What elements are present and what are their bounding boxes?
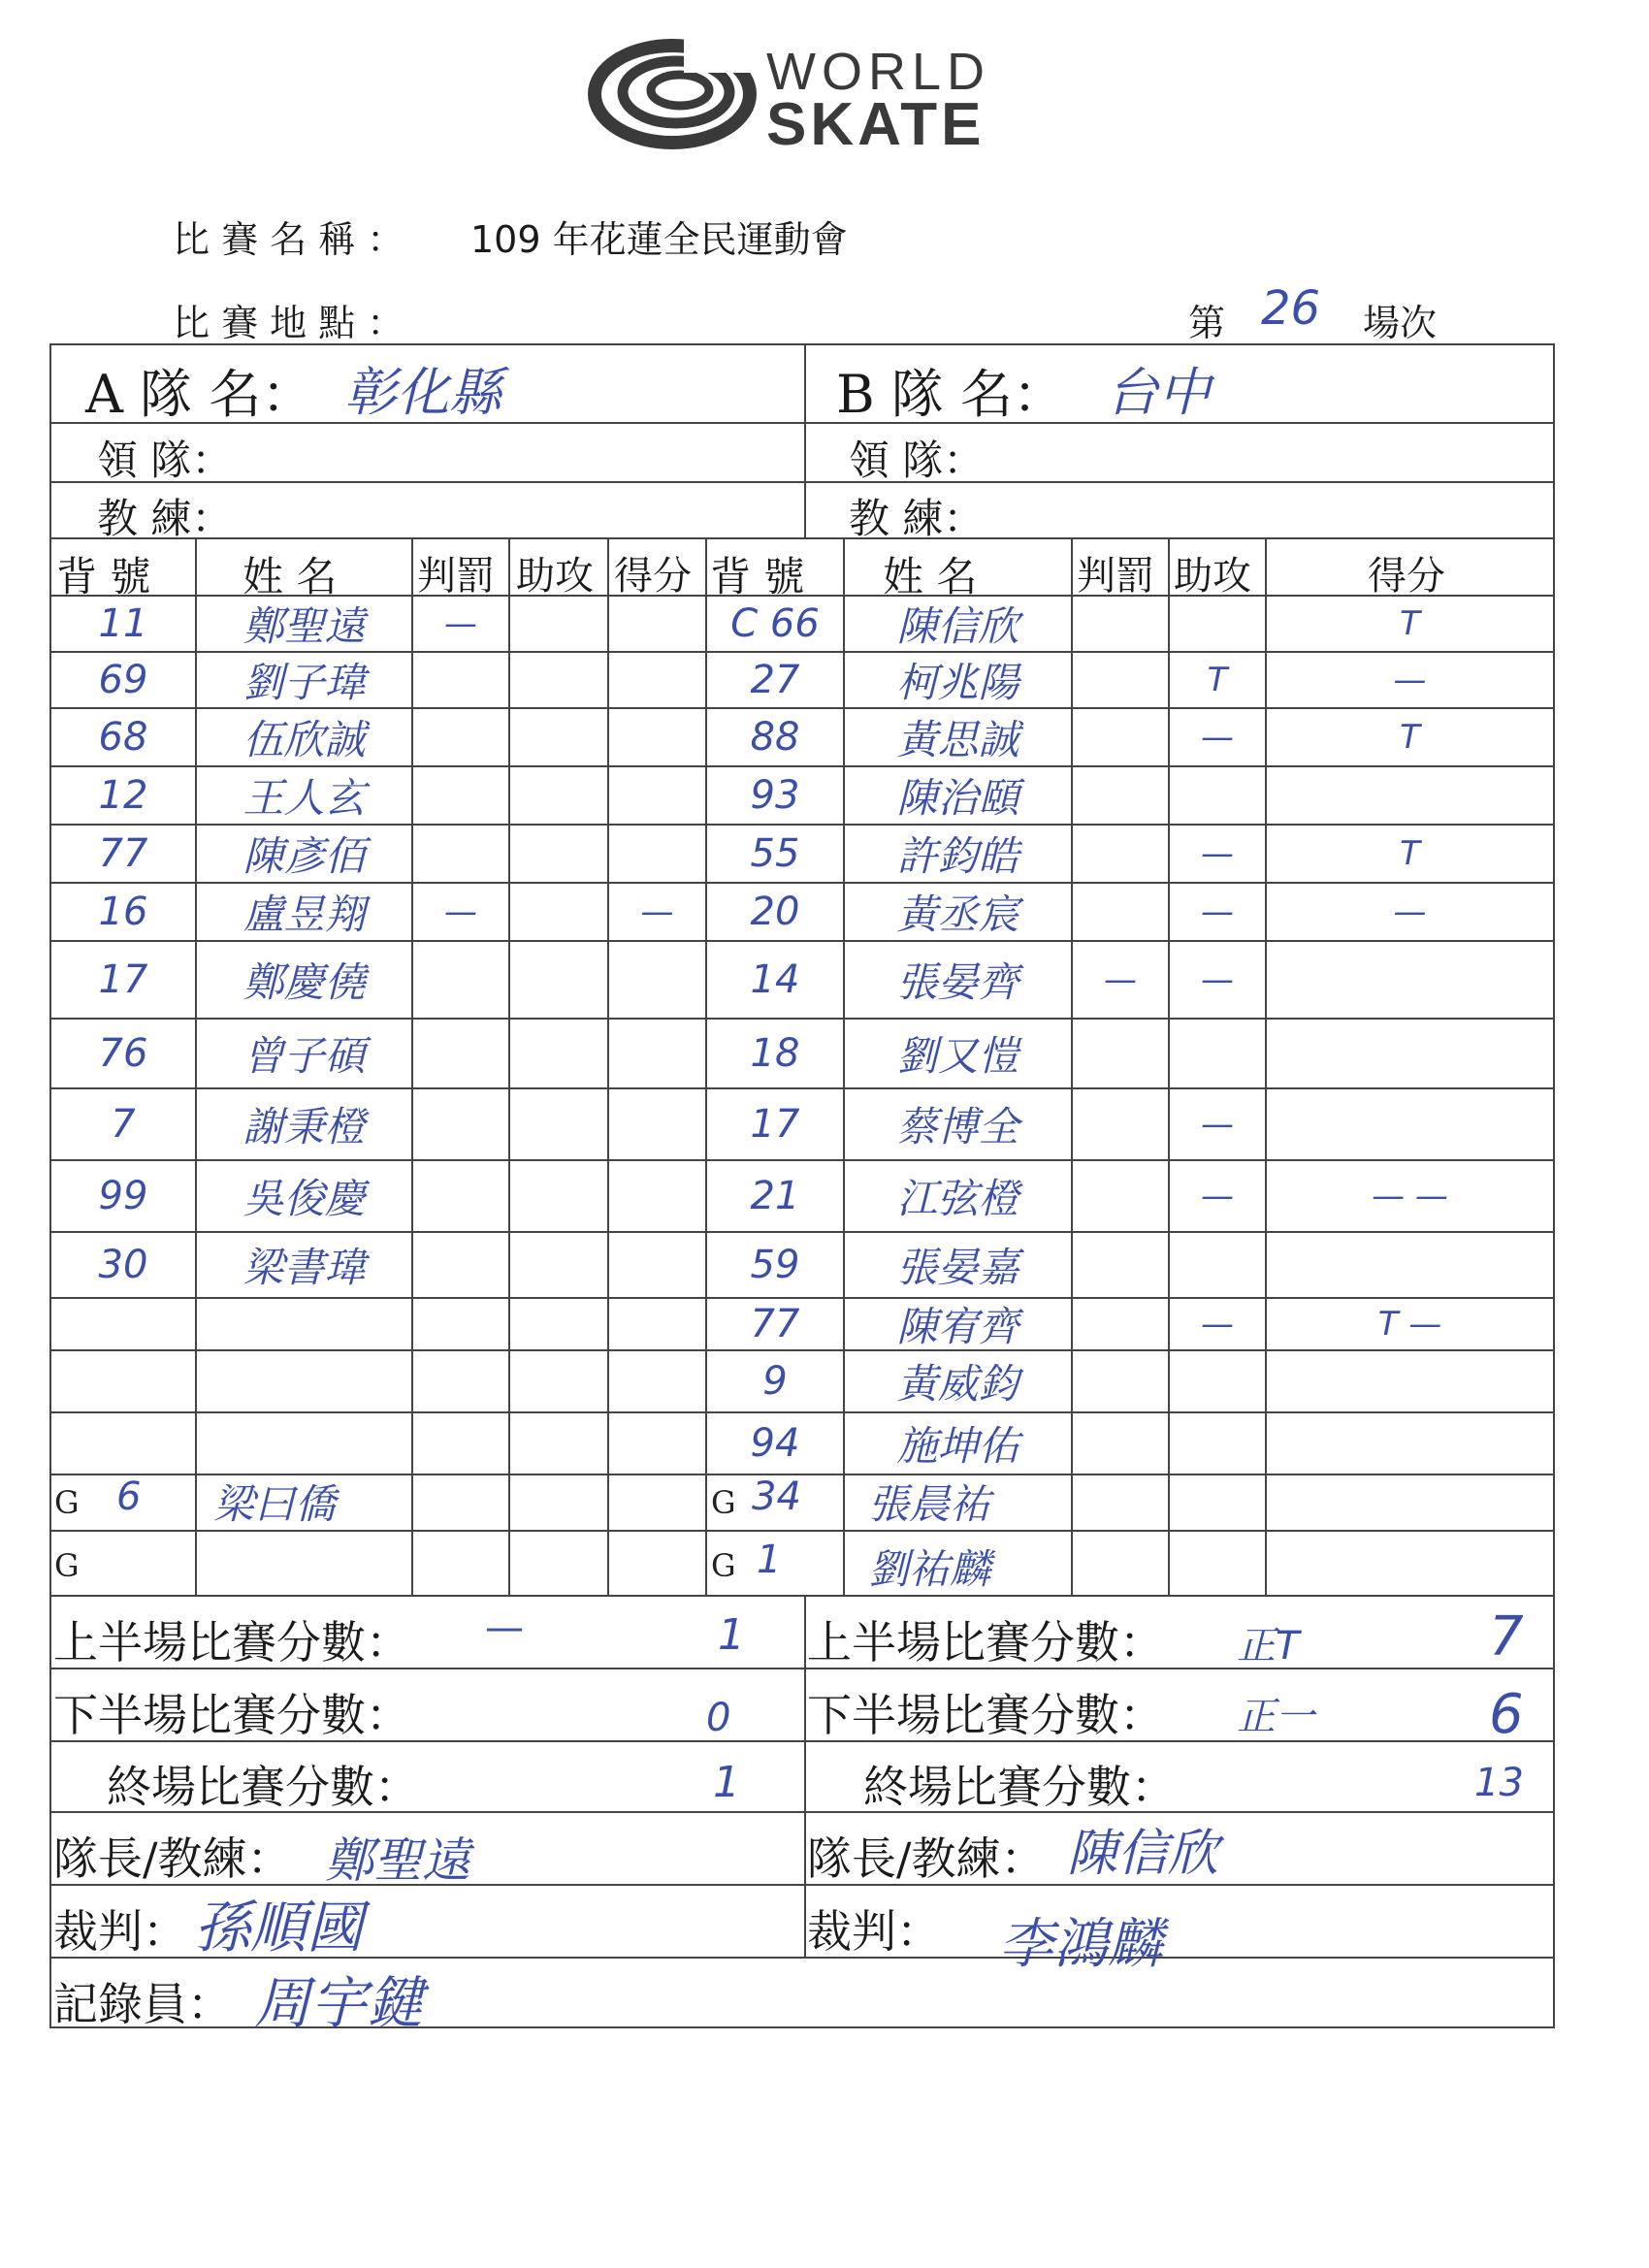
player-name: 伍欣誠 <box>242 716 366 763</box>
team-b-goalie-1-number: 34 <box>752 1474 801 1519</box>
player-assist <box>1169 596 1266 652</box>
player-assist <box>509 1232 608 1298</box>
col-a-penalty: 判罰 <box>417 554 495 599</box>
player-score <box>608 1412 706 1474</box>
player-assist <box>1169 1412 1266 1474</box>
player-penalty <box>1072 652 1169 708</box>
player-penalty: — <box>444 892 477 931</box>
player-name: 黃思誠 <box>896 716 1019 763</box>
player-name: 張晏嘉 <box>896 1244 1019 1291</box>
player-assist <box>509 1019 608 1088</box>
col-a-score: 得分 <box>614 554 692 599</box>
player-number: 20 <box>750 890 800 934</box>
player-penalty <box>1072 1350 1169 1412</box>
team-a-name-label: A 隊 名： <box>85 364 314 425</box>
player-penalty <box>412 1019 509 1088</box>
player-score <box>608 941 706 1019</box>
player-assist: — <box>1201 1305 1234 1344</box>
team-a-goalie-2-prefix: G <box>54 1547 80 1584</box>
player-assist <box>509 883 608 941</box>
player-name: 鄭聖遠 <box>242 602 366 650</box>
player-score <box>1266 1412 1554 1474</box>
player-penalty <box>412 652 509 708</box>
team-a-name: 彰化縣 <box>344 362 501 423</box>
team-b-referee-signature: 李鴻麟 <box>999 1913 1162 1976</box>
player-assist <box>509 1350 608 1412</box>
competition-name: 109 年花蓮全民運動會 <box>470 218 848 261</box>
player-penalty <box>1072 1412 1169 1474</box>
player-name: 劉子瑋 <box>242 659 366 706</box>
team-a-leader-label: 領 隊： <box>97 437 233 484</box>
player-number: 94 <box>750 1421 800 1466</box>
team-b-goalie-2-name: 劉祐麟 <box>868 1545 991 1593</box>
player-score <box>608 1232 706 1298</box>
col-a-number: 背 號 <box>56 553 151 600</box>
team-b-captain-label: 隊長/教練： <box>807 1832 1046 1885</box>
team-a-coach-label: 教 練： <box>97 495 233 542</box>
player-penalty <box>1072 596 1169 652</box>
logo-word-world: WORLD <box>766 43 990 101</box>
player-assist: — <box>1201 718 1234 757</box>
player-score <box>1266 941 1554 1019</box>
player-name: 陳宥齊 <box>896 1303 1019 1350</box>
player-number <box>50 1298 196 1350</box>
player-number: C 66 <box>730 601 820 646</box>
player-assist <box>509 766 608 825</box>
player-name: 黃丞宸 <box>896 891 1019 938</box>
match-number: 26 <box>1261 281 1321 336</box>
competition-label: 比 賽 名 稱 ： <box>173 218 404 261</box>
player-penalty <box>412 825 509 883</box>
team-a-second-half-score: 0 <box>706 1696 731 1740</box>
player-score <box>608 1088 706 1160</box>
player-penalty <box>412 1298 509 1350</box>
player-number: 27 <box>750 658 800 702</box>
team-a-referee-label: 裁判： <box>53 1905 187 1958</box>
team-b-second-half-label: 下半場比賽分數： <box>807 1689 1164 1741</box>
player-score: T — <box>1377 1305 1442 1344</box>
player-name: 陳信欣 <box>896 602 1019 650</box>
player-number: 76 <box>98 1031 148 1076</box>
player-penalty <box>412 941 509 1019</box>
player-name: 柯兆陽 <box>896 659 1019 706</box>
player-number: 88 <box>750 715 800 760</box>
player-number: 16 <box>98 890 148 934</box>
player-assist <box>1169 1232 1266 1298</box>
team-a-second-half-label: 下半場比賽分數： <box>53 1689 410 1741</box>
player-name: 盧昱翔 <box>242 891 366 938</box>
player-number: 17 <box>750 1102 800 1147</box>
player-assist <box>1169 1019 1266 1088</box>
player-number <box>50 1350 196 1412</box>
player-penalty <box>1072 1232 1169 1298</box>
player-number: 30 <box>98 1243 148 1287</box>
player-penalty <box>1072 825 1169 883</box>
player-assist <box>509 825 608 883</box>
player-number: 93 <box>750 773 800 818</box>
team-b-goalie-1-prefix: G <box>711 1484 736 1521</box>
player-number: 59 <box>750 1243 800 1287</box>
player-assist <box>509 941 608 1019</box>
player-assist <box>1169 766 1266 825</box>
player-penalty: — <box>444 604 477 643</box>
player-score: T <box>1400 604 1420 643</box>
player-number: 18 <box>750 1031 800 1076</box>
team-b-coach-label: 教 練： <box>849 495 985 542</box>
player-number: 9 <box>762 1359 788 1404</box>
player-name: 王人玄 <box>242 774 366 822</box>
col-b-number: 背 號 <box>710 553 805 600</box>
player-assist <box>509 708 608 766</box>
player-score <box>608 825 706 883</box>
player-assist: — <box>1201 960 1234 999</box>
team-a-final-score: 1 <box>713 1758 740 1807</box>
player-assist: — <box>1201 892 1234 931</box>
player-score <box>1266 1232 1554 1298</box>
player-penalty <box>1072 1298 1169 1350</box>
recorder-signature: 周宇鍵 <box>254 1970 424 2036</box>
player-name: 張晏齊 <box>896 958 1019 1006</box>
col-b-score: 得分 <box>1368 554 1445 599</box>
player-number: 69 <box>98 658 148 702</box>
player-name: 陳治頤 <box>896 774 1019 822</box>
player-name: 謝秉橙 <box>242 1103 366 1150</box>
player-assist <box>509 596 608 652</box>
player-score: — <box>1393 661 1427 699</box>
team-b-second-half-tally: 正一 <box>1237 1695 1314 1739</box>
team-a-captain-signature: 鄭聖遠 <box>325 1832 470 1889</box>
player-assist: — <box>1201 1177 1234 1215</box>
team-a-first-half-score: 1 <box>718 1610 745 1660</box>
player-name: 鄭慶僥 <box>242 958 366 1006</box>
player-score <box>1266 1350 1554 1412</box>
player-number: 99 <box>98 1174 148 1218</box>
player-assist: — <box>1201 834 1234 873</box>
player-score <box>1266 766 1554 825</box>
team-a-first-half-label: 上半場比賽分數： <box>53 1616 410 1669</box>
player-score: T <box>1400 834 1420 873</box>
player-assist <box>509 1160 608 1232</box>
player-penalty: — <box>1104 960 1137 999</box>
player-score <box>608 596 706 652</box>
player-assist <box>509 1412 608 1474</box>
player-score <box>608 708 706 766</box>
venue-label: 比 賽 地 點 ： <box>173 302 404 344</box>
player-name <box>196 1350 412 1412</box>
col-a-name: 姓 名 <box>242 553 338 600</box>
col-b-name: 姓 名 <box>883 553 978 600</box>
team-b-final-score: 13 <box>1474 1761 1524 1805</box>
player-name: 許鈞皓 <box>896 832 1019 880</box>
team-b-first-half-score: 7 <box>1489 1605 1524 1669</box>
player-score <box>1266 1088 1554 1160</box>
player-name: 蔡博全 <box>896 1103 1019 1150</box>
player-penalty <box>1072 883 1169 941</box>
team-a-first-half-tally: — <box>485 1605 524 1650</box>
team-a-final-label: 終場比賽分數： <box>107 1761 419 1813</box>
player-score <box>608 1298 706 1350</box>
team-b-name-label: B 隊 名： <box>836 364 1066 425</box>
player-penalty <box>1072 766 1169 825</box>
player-name: 梁書瑋 <box>242 1244 366 1291</box>
player-score <box>608 1350 706 1412</box>
player-number: 55 <box>750 831 800 876</box>
team-b-goalie-1-name: 張晨祐 <box>868 1480 991 1528</box>
team-b-first-half-label: 上半場比賽分數： <box>807 1616 1164 1669</box>
team-a-captain-label: 隊長/教練： <box>53 1832 292 1885</box>
player-number: 17 <box>98 957 148 1002</box>
player-penalty <box>1072 1019 1169 1088</box>
player-score: T <box>1400 718 1420 757</box>
player-score <box>608 1019 706 1088</box>
recorder-label: 記錄員： <box>53 1978 232 2030</box>
team-b-first-half-tally: 正T <box>1237 1624 1300 1669</box>
team-b-leader-label: 領 隊： <box>849 437 985 484</box>
player-score: — <box>1393 892 1427 931</box>
player-name <box>196 1298 412 1350</box>
match-prefix: 第 <box>1188 302 1226 344</box>
player-number: 68 <box>98 715 148 760</box>
player-name: 曾子碩 <box>242 1032 366 1080</box>
player-penalty <box>412 1088 509 1160</box>
match-suffix: 場次 <box>1363 302 1438 344</box>
player-number: 14 <box>750 957 800 1002</box>
col-a-assist: 助攻 <box>516 554 594 599</box>
player-name: 吳俊慶 <box>242 1175 366 1222</box>
team-b-referee-label: 裁判： <box>807 1905 941 1958</box>
player-number: 21 <box>750 1174 800 1218</box>
player-number: 77 <box>98 831 148 876</box>
player-assist: — <box>1201 1105 1234 1144</box>
player-assist <box>1169 1350 1266 1412</box>
player-number: 7 <box>111 1102 136 1147</box>
player-penalty <box>412 1412 509 1474</box>
player-name <box>196 1412 412 1474</box>
player-number <box>50 1412 196 1474</box>
team-b-captain-signature: 陳信欣 <box>1067 1825 1219 1883</box>
player-assist: T <box>1207 661 1228 699</box>
team-a-goalie-1-name: 梁曰僑 <box>213 1480 337 1528</box>
team-b-goalie-2-prefix: G <box>711 1547 736 1584</box>
player-name: 陳彥佰 <box>242 832 366 880</box>
team-a-goalie-1-prefix: G <box>54 1484 80 1521</box>
player-name: 黃威鈞 <box>896 1360 1019 1408</box>
player-penalty <box>412 766 509 825</box>
player-number: 77 <box>750 1302 800 1346</box>
player-number: 11 <box>98 601 148 646</box>
team-b-name: 台中 <box>1106 362 1211 423</box>
player-score <box>608 1160 706 1232</box>
player-penalty <box>412 1350 509 1412</box>
team-b-goalie-2-number: 1 <box>757 1538 782 1582</box>
col-b-assist: 助攻 <box>1174 554 1251 599</box>
player-penalty <box>412 1232 509 1298</box>
player-number: 12 <box>98 773 148 818</box>
team-a-goalie-1-number: 6 <box>116 1474 142 1519</box>
player-name: 江弦橙 <box>896 1175 1019 1222</box>
player-penalty <box>1072 708 1169 766</box>
player-penalty <box>412 1160 509 1232</box>
player-score <box>1266 1019 1554 1088</box>
player-assist <box>509 652 608 708</box>
logo-word-skate: SKATE <box>766 91 986 158</box>
player-penalty <box>412 708 509 766</box>
player-score: — — <box>1372 1177 1448 1215</box>
player-assist <box>509 1298 608 1350</box>
team-a-referee-signature: 孫順國 <box>194 1895 364 1960</box>
player-assist <box>509 1088 608 1160</box>
team-b-second-half-score: 6 <box>1489 1683 1524 1746</box>
team-b-final-label: 終場比賽分數： <box>863 1761 1176 1813</box>
player-name: 劉又愷 <box>896 1032 1019 1080</box>
player-penalty <box>1072 1088 1169 1160</box>
player-score: — <box>640 892 674 931</box>
player-score <box>608 652 706 708</box>
player-penalty <box>1072 1160 1169 1232</box>
col-b-penalty: 判罰 <box>1077 554 1154 599</box>
player-name: 施坤佑 <box>896 1422 1019 1470</box>
player-score <box>608 766 706 825</box>
